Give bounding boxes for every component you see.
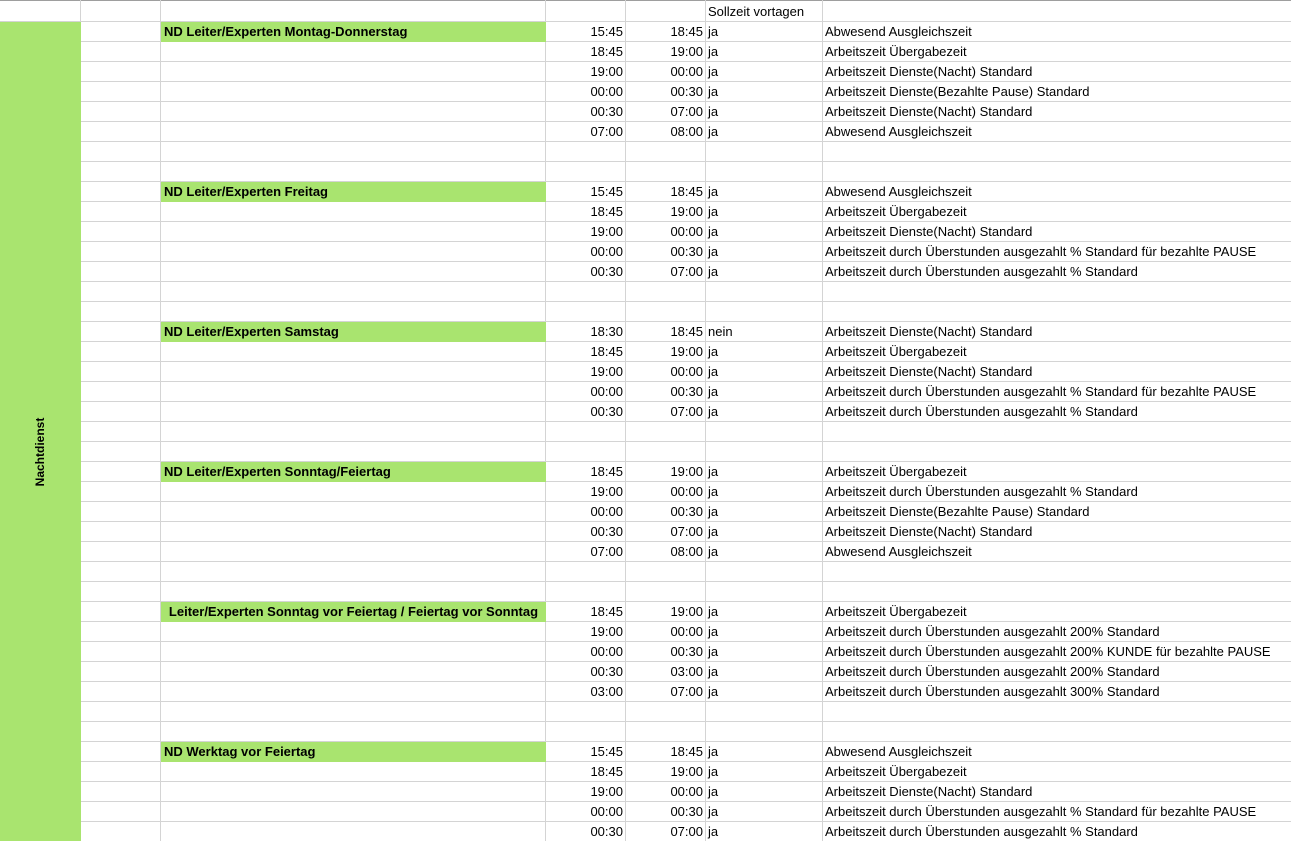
row-divider xyxy=(0,581,1291,582)
sollzeit-cell[interactable]: ja xyxy=(708,124,719,139)
table-row xyxy=(0,602,1291,622)
description-cell[interactable]: Abwesend Ausgleichszeit xyxy=(825,124,972,139)
start-time-cell[interactable]: 00:00 xyxy=(590,244,623,259)
end-time-cell[interactable]: 00:00 xyxy=(670,484,703,499)
end-time-cell[interactable]: 00:30 xyxy=(670,244,703,259)
table-row xyxy=(0,522,1291,542)
sollzeit-cell[interactable]: ja xyxy=(708,364,719,379)
start-time-cell[interactable]: 19:00 xyxy=(590,784,623,799)
end-time-cell[interactable]: 18:45 xyxy=(670,324,703,339)
description-cell[interactable]: Arbeitszeit Übergabezeit xyxy=(825,464,967,479)
start-time-cell[interactable]: 00:30 xyxy=(590,264,623,279)
table-row xyxy=(0,82,1291,102)
sollzeit-cell[interactable]: ja xyxy=(708,504,719,519)
sollzeit-cell[interactable]: ja xyxy=(708,464,719,479)
sollzeit-cell[interactable]: ja xyxy=(708,384,719,399)
end-time-cell[interactable]: 00:30 xyxy=(670,84,703,99)
end-time-cell[interactable]: 07:00 xyxy=(670,104,703,119)
group-title[interactable]: ND Leiter/Experten Samstag xyxy=(161,322,546,342)
start-time-cell[interactable]: 19:00 xyxy=(590,224,623,239)
row-divider xyxy=(0,301,1291,302)
description-cell[interactable]: Arbeitszeit Dienste(Nacht) Standard xyxy=(825,324,1033,339)
description-cell[interactable]: Arbeitszeit durch Überstunden ausgezahlt % Standard für bezahlte PAUSE xyxy=(825,384,1257,399)
group-title[interactable]: ND Leiter/Experten Sonntag/Feiertag xyxy=(161,462,546,482)
end-time-cell[interactable]: 07:00 xyxy=(670,824,703,839)
sollzeit-cell[interactable]: ja xyxy=(708,404,719,419)
start-time-cell[interactable]: 18:30 xyxy=(590,324,623,339)
table-row xyxy=(0,502,1291,522)
table-row xyxy=(0,762,1291,782)
start-time-cell[interactable]: 18:45 xyxy=(590,604,623,619)
start-time-cell[interactable]: 19:00 xyxy=(590,624,623,639)
band-label: Nachtdienst xyxy=(33,417,47,487)
start-time-cell[interactable]: 19:00 xyxy=(590,364,623,379)
start-time-cell[interactable]: 18:45 xyxy=(590,764,623,779)
description-cell[interactable]: Arbeitszeit Dienste(Nacht) Standard xyxy=(825,64,1033,79)
description-cell[interactable]: Arbeitszeit durch Überstunden ausgezahlt % Standard für bezahlte PAUSE xyxy=(825,804,1257,819)
description-cell[interactable]: Arbeitszeit Übergabezeit xyxy=(825,764,967,779)
table-row xyxy=(0,682,1291,702)
group-title[interactable]: ND Leiter/Experten Montag-Donnerstag xyxy=(161,22,546,42)
table-row xyxy=(0,542,1291,562)
sollzeit-cell[interactable]: nein xyxy=(708,324,733,339)
sollzeit-cell[interactable]: ja xyxy=(708,184,719,199)
table-row xyxy=(0,22,1291,42)
description-cell[interactable]: Arbeitszeit Dienste(Nacht) Standard xyxy=(825,104,1033,119)
table-row xyxy=(0,482,1291,502)
description-cell[interactable]: Arbeitszeit Dienste(Nacht) Standard xyxy=(825,784,1033,799)
sollzeit-cell[interactable]: ja xyxy=(708,684,719,699)
start-time-cell[interactable]: 15:45 xyxy=(590,24,623,39)
description-cell[interactable]: Arbeitszeit durch Überstunden ausgezahlt % Standard xyxy=(825,824,1138,839)
table-row xyxy=(0,462,1291,482)
table-row xyxy=(0,362,1291,382)
end-time-cell[interactable]: 00:30 xyxy=(670,384,703,399)
sollzeit-cell[interactable]: ja xyxy=(708,824,719,839)
table-row xyxy=(0,202,1291,222)
description-cell[interactable]: Abwesend Ausgleichszeit xyxy=(825,184,972,199)
end-time-cell[interactable]: 19:00 xyxy=(670,204,703,219)
end-time-cell[interactable]: 19:00 xyxy=(670,464,703,479)
end-time-cell[interactable]: 19:00 xyxy=(670,344,703,359)
start-time-cell[interactable]: 00:00 xyxy=(590,804,623,819)
description-cell[interactable]: Arbeitszeit Dienste(Bezahlte Pause) Standard xyxy=(825,504,1090,519)
end-time-cell[interactable]: 03:00 xyxy=(670,664,703,679)
top-border xyxy=(0,0,1291,1)
description-cell[interactable]: Arbeitszeit durch Überstunden ausgezahlt % Standard xyxy=(825,484,1138,499)
description-cell[interactable]: Arbeitszeit durch Überstunden ausgezahlt % Standard xyxy=(825,264,1138,279)
description-cell[interactable]: Abwesend Ausgleichszeit xyxy=(825,744,972,759)
description-cell[interactable]: Arbeitszeit durch Überstunden ausgezahlt % Standard für bezahlte PAUSE xyxy=(825,244,1257,259)
end-time-cell[interactable]: 00:00 xyxy=(670,364,703,379)
table-row xyxy=(0,742,1291,762)
table-row xyxy=(0,622,1291,642)
end-time-cell[interactable]: 18:45 xyxy=(670,184,703,199)
description-cell[interactable]: Arbeitszeit Dienste(Bezahlte Pause) Standard xyxy=(825,84,1090,99)
start-time-cell[interactable]: 07:00 xyxy=(590,544,623,559)
description-cell[interactable]: Arbeitszeit durch Überstunden ausgezahlt 200% Standard xyxy=(825,624,1160,639)
table-row xyxy=(0,382,1291,402)
table-row xyxy=(0,822,1291,842)
description-cell[interactable]: Arbeitszeit Dienste(Nacht) Standard xyxy=(825,524,1033,539)
header-row xyxy=(0,2,1291,22)
end-time-cell[interactable]: 00:30 xyxy=(670,644,703,659)
end-time-cell[interactable]: 19:00 xyxy=(670,44,703,59)
description-cell[interactable]: Arbeitszeit Übergabezeit xyxy=(825,604,967,619)
end-time-cell[interactable]: 18:45 xyxy=(670,744,703,759)
table-row xyxy=(0,802,1291,822)
start-time-cell[interactable]: 15:45 xyxy=(590,184,623,199)
table-row xyxy=(0,642,1291,662)
sollzeit-cell[interactable]: ja xyxy=(708,484,719,499)
sollzeit-cell[interactable]: ja xyxy=(708,644,719,659)
start-time-cell[interactable]: 18:45 xyxy=(590,44,623,59)
start-time-cell[interactable]: 19:00 xyxy=(590,484,623,499)
description-cell[interactable]: Arbeitszeit Dienste(Nacht) Standard xyxy=(825,224,1033,239)
end-time-cell[interactable]: 00:30 xyxy=(670,804,703,819)
table-row xyxy=(0,402,1291,422)
table-row xyxy=(0,262,1291,282)
end-time-cell[interactable]: 08:00 xyxy=(670,124,703,139)
table-row xyxy=(0,42,1291,62)
end-time-cell[interactable]: 07:00 xyxy=(670,404,703,419)
start-time-cell[interactable]: 18:45 xyxy=(590,344,623,359)
sollzeit-cell[interactable]: ja xyxy=(708,604,719,619)
row-divider xyxy=(0,161,1291,162)
start-time-cell[interactable]: 00:00 xyxy=(590,504,623,519)
sollzeit-cell[interactable]: ja xyxy=(708,744,719,759)
description-cell[interactable]: Arbeitszeit Dienste(Nacht) Standard xyxy=(825,364,1033,379)
start-time-cell[interactable]: 07:00 xyxy=(590,124,623,139)
sollzeit-cell[interactable]: ja xyxy=(708,84,719,99)
start-time-cell[interactable]: 00:30 xyxy=(590,404,623,419)
start-time-cell[interactable]: 18:45 xyxy=(590,464,623,479)
sollzeit-cell[interactable]: ja xyxy=(708,344,719,359)
sollzeit-cell[interactable]: ja xyxy=(708,64,719,79)
nachtdienst-band[interactable] xyxy=(0,22,81,841)
sollzeit-cell[interactable]: ja xyxy=(708,664,719,679)
table-row xyxy=(0,62,1291,82)
sollzeit-cell[interactable]: ja xyxy=(708,784,719,799)
sollzeit-cell[interactable]: ja xyxy=(708,24,719,39)
group-title[interactable]: Leiter/Experten Sonntag vor Feiertag / Feiertag vor Sonntag xyxy=(161,602,546,622)
table-row xyxy=(0,242,1291,262)
description-cell[interactable]: Arbeitszeit durch Überstunden ausgezahlt % Standard xyxy=(825,404,1138,419)
start-time-cell[interactable]: 00:00 xyxy=(590,84,623,99)
table-row xyxy=(0,662,1291,682)
start-time-cell[interactable]: 00:30 xyxy=(590,524,623,539)
sollzeit-cell[interactable]: ja xyxy=(708,224,719,239)
sollzeit-cell[interactable]: ja xyxy=(708,264,719,279)
description-cell[interactable]: Arbeitszeit Übergabezeit xyxy=(825,204,967,219)
group-title[interactable]: ND Leiter/Experten Freitag xyxy=(161,182,546,202)
sollzeit-cell[interactable]: ja xyxy=(708,624,719,639)
group-title[interactable]: ND Werktag vor Feiertag xyxy=(161,742,546,762)
table-row xyxy=(0,182,1291,202)
table-row xyxy=(0,222,1291,242)
start-time-cell[interactable]: 00:00 xyxy=(590,384,623,399)
start-time-cell[interactable]: 00:30 xyxy=(590,104,623,119)
description-cell[interactable]: Arbeitszeit durch Überstunden ausgezahlt 300% Standard xyxy=(825,684,1160,699)
sollzeit-cell[interactable]: ja xyxy=(708,764,719,779)
table-row xyxy=(0,782,1291,802)
row-divider xyxy=(0,721,1291,722)
end-time-cell[interactable]: 00:00 xyxy=(670,624,703,639)
sollzeit-cell[interactable]: ja xyxy=(708,804,719,819)
start-time-cell[interactable]: 00:30 xyxy=(590,664,623,679)
sollzeit-cell[interactable]: ja xyxy=(708,244,719,259)
start-time-cell[interactable]: 19:00 xyxy=(590,64,623,79)
end-time-cell[interactable]: 07:00 xyxy=(670,684,703,699)
table-row xyxy=(0,342,1291,362)
sollzeit-cell[interactable]: ja xyxy=(708,544,719,559)
end-time-cell[interactable]: 00:00 xyxy=(670,64,703,79)
end-time-cell[interactable]: 07:00 xyxy=(670,524,703,539)
sollzeit-cell[interactable]: ja xyxy=(708,204,719,219)
start-time-cell[interactable]: 00:30 xyxy=(590,824,623,839)
end-time-cell[interactable]: 00:00 xyxy=(670,224,703,239)
sollzeit-header[interactable]: Sollzeit vortagen xyxy=(708,4,805,19)
start-time-cell[interactable]: 03:00 xyxy=(590,684,623,699)
sollzeit-cell[interactable]: ja xyxy=(708,524,719,539)
table-row xyxy=(0,322,1291,342)
description-cell[interactable]: Abwesend Ausgleichszeit xyxy=(825,24,972,39)
description-cell[interactable]: Arbeitszeit durch Überstunden ausgezahlt 200% Standard xyxy=(825,664,1160,679)
end-time-cell[interactable]: 08:00 xyxy=(670,544,703,559)
description-cell[interactable]: Arbeitszeit Übergabezeit xyxy=(825,344,967,359)
start-time-cell[interactable]: 15:45 xyxy=(590,744,623,759)
start-time-cell[interactable]: 18:45 xyxy=(590,204,623,219)
description-cell[interactable]: Abwesend Ausgleichszeit xyxy=(825,544,972,559)
sollzeit-cell[interactable]: ja xyxy=(708,44,719,59)
end-time-cell[interactable]: 07:00 xyxy=(670,264,703,279)
sollzeit-cell[interactable]: ja xyxy=(708,104,719,119)
end-time-cell[interactable]: 19:00 xyxy=(670,764,703,779)
end-time-cell[interactable]: 18:45 xyxy=(670,24,703,39)
start-time-cell[interactable]: 00:00 xyxy=(590,644,623,659)
table-row xyxy=(0,122,1291,142)
table-row xyxy=(0,102,1291,122)
end-time-cell[interactable]: 00:00 xyxy=(670,784,703,799)
row-divider xyxy=(0,441,1291,442)
description-cell[interactable]: Arbeitszeit Übergabezeit xyxy=(825,44,967,59)
end-time-cell[interactable]: 19:00 xyxy=(670,604,703,619)
end-time-cell[interactable]: 00:30 xyxy=(670,504,703,519)
description-cell[interactable]: Arbeitszeit durch Überstunden ausgezahlt 200% KUNDE für bezahlte PAUSE xyxy=(825,644,1271,659)
